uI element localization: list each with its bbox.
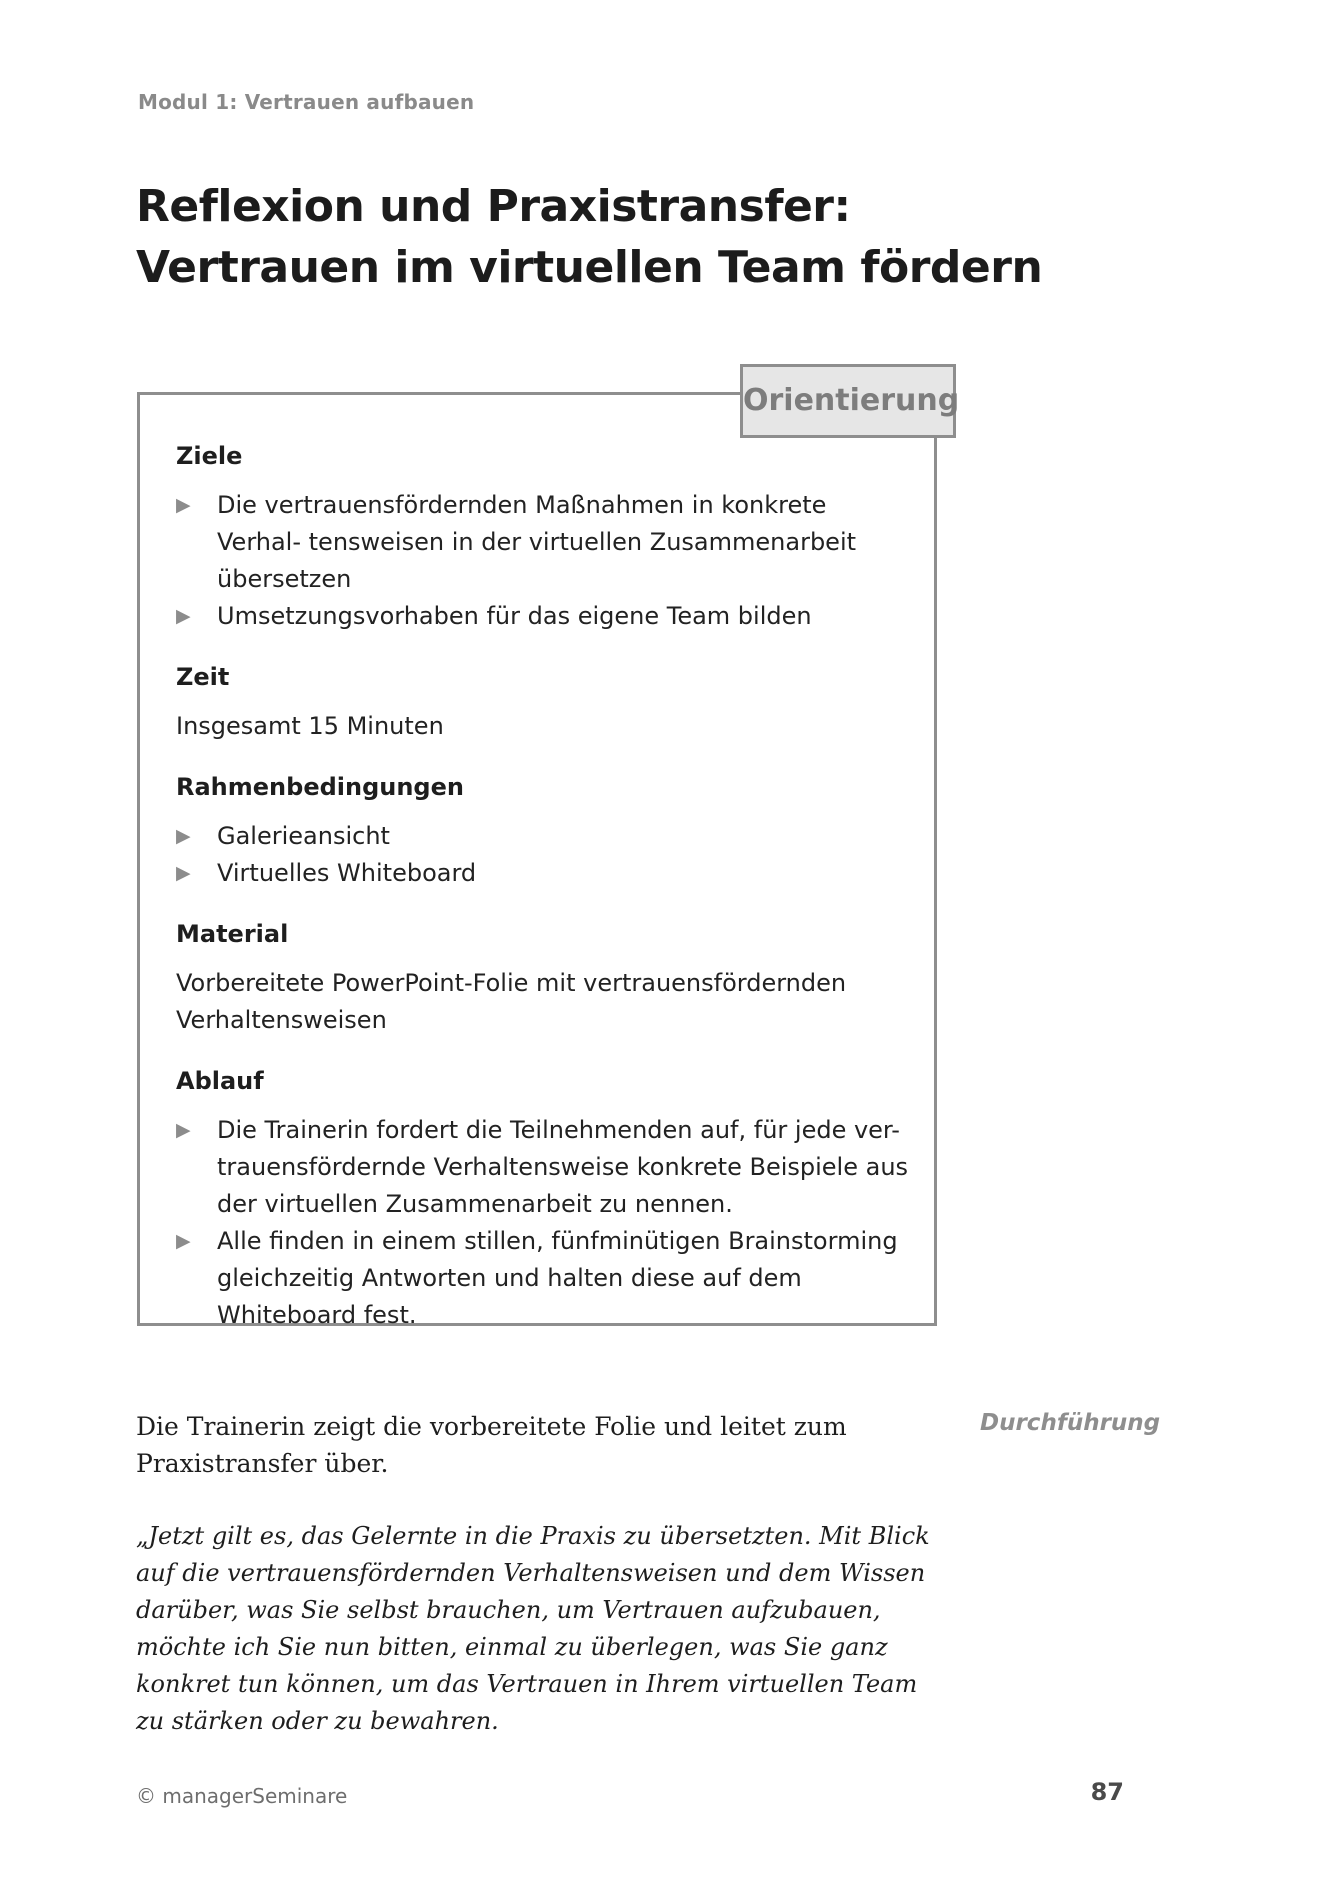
list-item [176, 487, 916, 598]
margin-note: Durchführung [980, 1410, 1161, 1436]
ablauf-heading: Ablauf [176, 1067, 264, 1095]
ablauf-item-text: Alle finden in einem stillen, fünfminütigen Brainstorming gleichzeitig Antworten und halten diese auf dem Whiteboard fest. [217, 1227, 898, 1329]
material-heading: Material [176, 920, 289, 948]
rahmen-heading: Rahmenbedingungen [176, 773, 464, 801]
running-head: Modul 1: Vertrauen aufbauen [138, 90, 475, 114]
list-item [176, 1112, 916, 1223]
list-item [176, 1223, 916, 1334]
ziele-item-text: Die vertrauensfördernden Maßnahmen in konkrete Verhal- tensweisen in der virtuellen Zusammenarbeit übersetzen [217, 491, 857, 593]
triangle-right-icon: ▶ [176, 1119, 191, 1141]
rahmen-item-text: Galerieansicht [217, 822, 390, 850]
page-title-line-1: Reflexion und Praxistransfer: [136, 181, 851, 232]
orientation-tag: Orientierung [740, 364, 956, 438]
page-title [136, 176, 1042, 298]
triangle-right-icon: ▶ [176, 862, 191, 884]
ablauf-item-text: Die Trainerin fordert die Teilnehmenden auf, für jede ver- trauensfördernde Verhaltensweise konkrete Beispiele aus der virtuellen Zusammenarbeit zu nennen. [217, 1116, 909, 1218]
list-item [176, 598, 916, 635]
ziele-item-text: Umsetzungsvorhaben für das eigene Team bilden [217, 602, 812, 630]
ablauf-list [176, 1112, 916, 1334]
page-title-line-2: Vertrauen im virtuellen Team fördern [136, 242, 1043, 293]
rahmen-item-text: Virtuelles Whiteboard [217, 859, 477, 887]
ziele-heading: Ziele [176, 442, 243, 470]
page-number: 87 [1090, 1778, 1124, 1806]
triangle-right-icon: ▶ [176, 494, 191, 516]
material-text: Vorbereitete PowerPoint-Folie mit vertrauensfördernden Verhaltensweisen [176, 969, 847, 1034]
rahmen-list [176, 818, 916, 892]
list-item [176, 818, 916, 855]
triangle-right-icon: ▶ [176, 825, 191, 847]
zeit-text: Insgesamt 15 Minuten [176, 712, 444, 740]
triangle-right-icon: ▶ [176, 1230, 191, 1252]
quote-paragraph: „Jetzt gilt es, das Gelernte in die Praxis zu übersetzten. Mit Blick auf die vertrauensfördernden Verhaltensweisen und dem Wissen darüber, was Sie selbst brauchen, um Vertrauen aufzubauen, möchte ich Sie nun bitten, einmal zu überlegen, was Sie ganz konkret tun können, um das Vertrauen in Ihrem virtuellen Team zu stärken oder zu bewahren. [136, 1522, 930, 1735]
list-item [176, 855, 916, 892]
orientation-content [176, 438, 916, 1358]
zeit-heading: Zeit [176, 663, 230, 691]
ziele-list [176, 487, 916, 635]
footer-copyright: © managerSeminare [136, 1784, 348, 1808]
body-paragraph: Die Trainerin zeigt die vorbereitete Folie und leitet zum Praxistransfer über. [136, 1412, 847, 1478]
triangle-right-icon: ▶ [176, 605, 191, 627]
